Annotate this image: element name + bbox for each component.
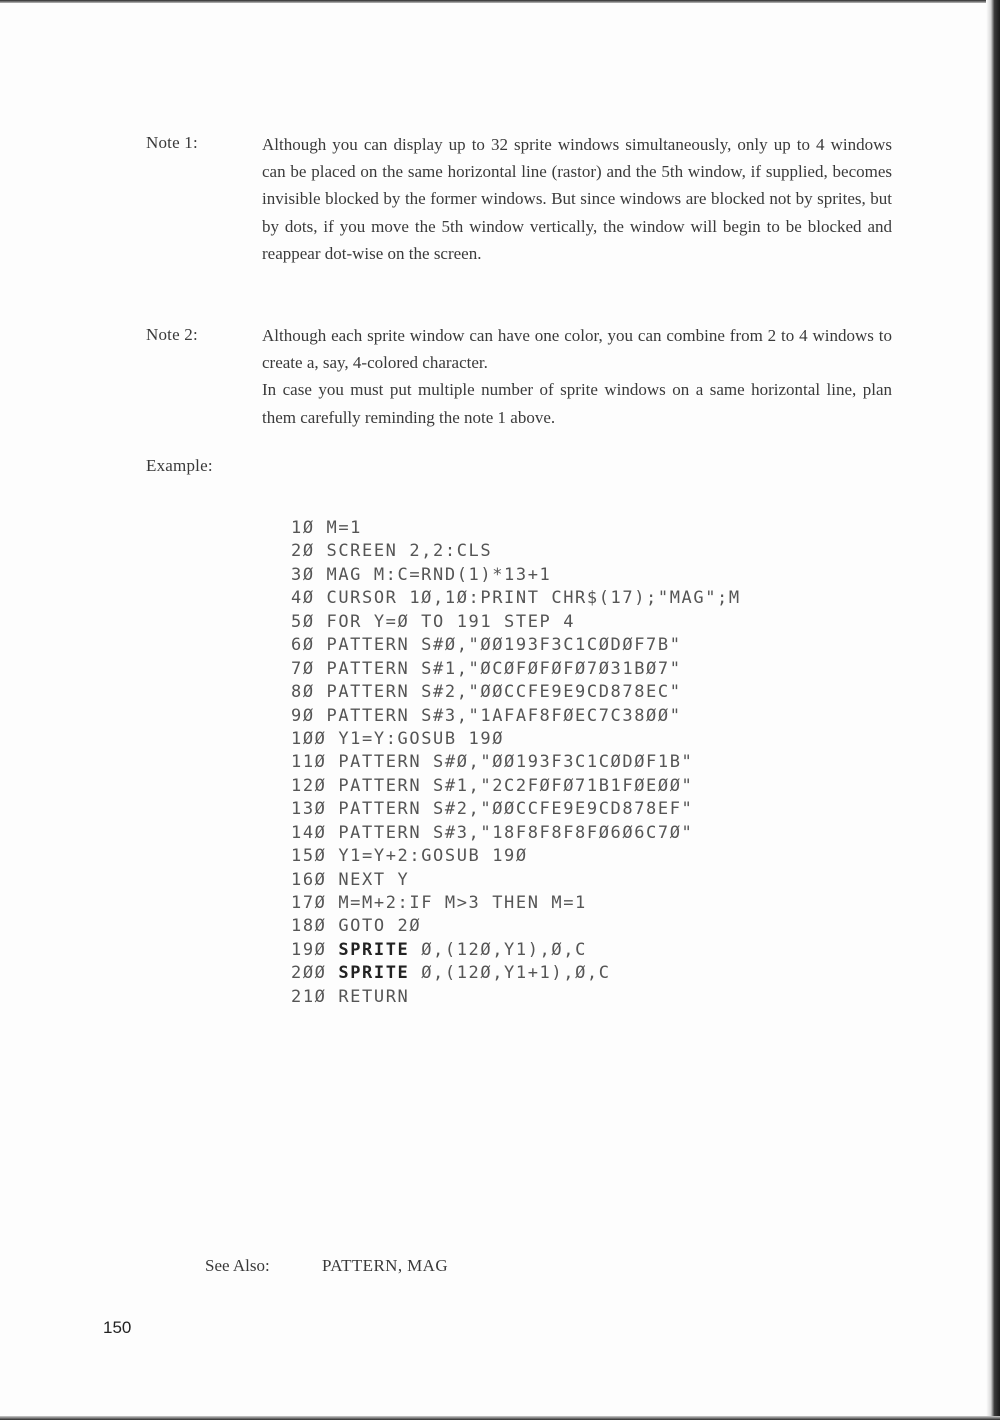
code-line-text: PATTERN S#1,"2C2FØFØ71B1FØEØØ" <box>326 775 694 796</box>
code-line <box>291 517 741 540</box>
code-line <box>291 728 741 751</box>
code-line-number: 6Ø <box>291 635 315 656</box>
code-line-number: 21Ø <box>291 986 327 1007</box>
code-line <box>291 869 741 892</box>
code-line <box>291 798 741 821</box>
code-line-text: PATTERN S#2,"ØØCCFE9E9CD878EF" <box>326 799 694 820</box>
page-number: 150 <box>103 1318 132 1337</box>
note-2-body <box>262 322 892 431</box>
code-line-text: PATTERN S#1,"ØCØFØFØFØ7Ø31BØ7" <box>314 658 682 679</box>
code-line <box>291 986 741 1009</box>
code-line-text: Ø,(12Ø,Y1+1),Ø,C <box>409 963 611 984</box>
code-line-text: FOR Y=Ø TO 191 STEP 4 <box>314 611 576 632</box>
code-line-text: Y1=Y:GOSUB 19Ø <box>326 728 505 749</box>
code-line <box>291 658 741 681</box>
page-top-edge <box>0 0 1000 3</box>
code-line <box>291 611 741 634</box>
code-line-text: PATTERN S#Ø,"ØØ193F3C1CØDØF1B" <box>326 752 694 773</box>
code-line <box>291 540 741 563</box>
page-bottom-edge <box>0 1416 1000 1420</box>
note-1-body <box>262 131 892 267</box>
code-line-text: GOTO 2Ø <box>326 916 422 937</box>
note-2-paragraph-1: Although each sprite window can have one color, you can combine from 2 to 4 windows to create a, say, 4-colored character. <box>262 326 892 373</box>
code-line-text: CURSOR 1Ø,1Ø:PRINT CHR$(17);"MAG";M <box>314 588 741 609</box>
code-line <box>291 775 741 798</box>
page-binding-shadow <box>986 0 1000 1420</box>
code-line-number: 18Ø <box>291 916 327 937</box>
code-keyword: SPRITE <box>338 963 410 984</box>
code-line <box>291 962 741 985</box>
code-line-text: PATTERN S#Ø,"ØØ193F3C1CØDØF7B" <box>314 635 682 656</box>
code-line-text: PATTERN S#2,"ØØCCFE9E9CD878EC" <box>314 682 682 703</box>
code-line-text: PATTERN S#3,"1AFAF8FØEC7C38ØØ" <box>314 705 682 726</box>
code-line-number: 12Ø <box>291 775 327 796</box>
code-line <box>291 705 741 728</box>
code-line-number: 1ØØ <box>291 728 327 749</box>
code-line-number: 11Ø <box>291 752 327 773</box>
note-1-label: Note 1: <box>146 133 198 152</box>
code-line-number: 15Ø <box>291 846 327 867</box>
code-keyword: SPRITE <box>338 939 410 960</box>
code-line <box>291 845 741 868</box>
code-line-number: 4Ø <box>291 588 315 609</box>
code-line <box>291 634 741 657</box>
code-line <box>291 915 741 938</box>
code-line <box>291 939 741 962</box>
code-line-number: 17Ø <box>291 893 327 913</box>
example-label: Example: <box>146 456 213 475</box>
code-line-number: 1Ø <box>291 518 315 538</box>
code-line-number: 13Ø <box>291 799 327 820</box>
code-line-number: 8Ø <box>291 682 315 703</box>
code-line-text: NEXT Y <box>326 869 410 890</box>
code-line-number: 9Ø <box>291 705 315 726</box>
code-line-text: M=1 <box>314 518 363 538</box>
code-line-text: PATTERN S#3,"18F8F8F8FØ6Ø6C7Ø" <box>326 822 694 843</box>
code-line <box>291 751 741 774</box>
see-also-label: See Also: <box>205 1256 270 1275</box>
code-line-text: RETURN <box>326 986 410 1007</box>
code-line-number: 5Ø <box>291 611 315 632</box>
code-line-number: 16Ø <box>291 869 327 890</box>
code-line-text: M=M+2:IF M>3 THEN M=1 <box>326 893 587 913</box>
code-line-text: Y1=Y+2:GOSUB 19Ø <box>326 846 528 867</box>
code-line-number: 19Ø <box>291 939 327 960</box>
code-line <box>291 564 741 587</box>
note-2-label: Note 2: <box>146 325 198 344</box>
note-2-paragraph-2: In case you must put multiple number of sprite windows on a same horizontal line, plan them carefully reminding the note 1 above. <box>262 380 892 427</box>
code-listing <box>291 517 741 1009</box>
code-line-text: MAG M:C=RND(1)*13+1 <box>314 564 552 585</box>
note-1-paragraph: Although you can display up to 32 sprite windows simultaneously, only up to 4 windows can be placed on the same horizontal line (rastor) and the 5th window, if supplied, becomes invisible blocked by the former windows. But since windows are blocked not by sprites, but by dots, if you move the 5th window vertically, the window will begin to be blocked and reappear dot-wise on the screen. <box>262 135 892 263</box>
code-line <box>291 892 741 915</box>
code-line-number: 14Ø <box>291 822 327 843</box>
code-line <box>291 822 741 845</box>
code-line-text: Ø,(12Ø,Y1),Ø,C <box>409 939 587 960</box>
code-line-number: 7Ø <box>291 658 315 679</box>
code-line-text: SCREEN 2,2:CLS <box>314 541 493 562</box>
code-line-number: 2ØØ <box>291 963 327 984</box>
see-also-value: PATTERN, MAG <box>322 1256 449 1275</box>
code-line <box>291 587 741 610</box>
code-line-number: 3Ø <box>291 564 315 585</box>
code-line <box>291 681 741 704</box>
code-line-number: 2Ø <box>291 541 315 562</box>
